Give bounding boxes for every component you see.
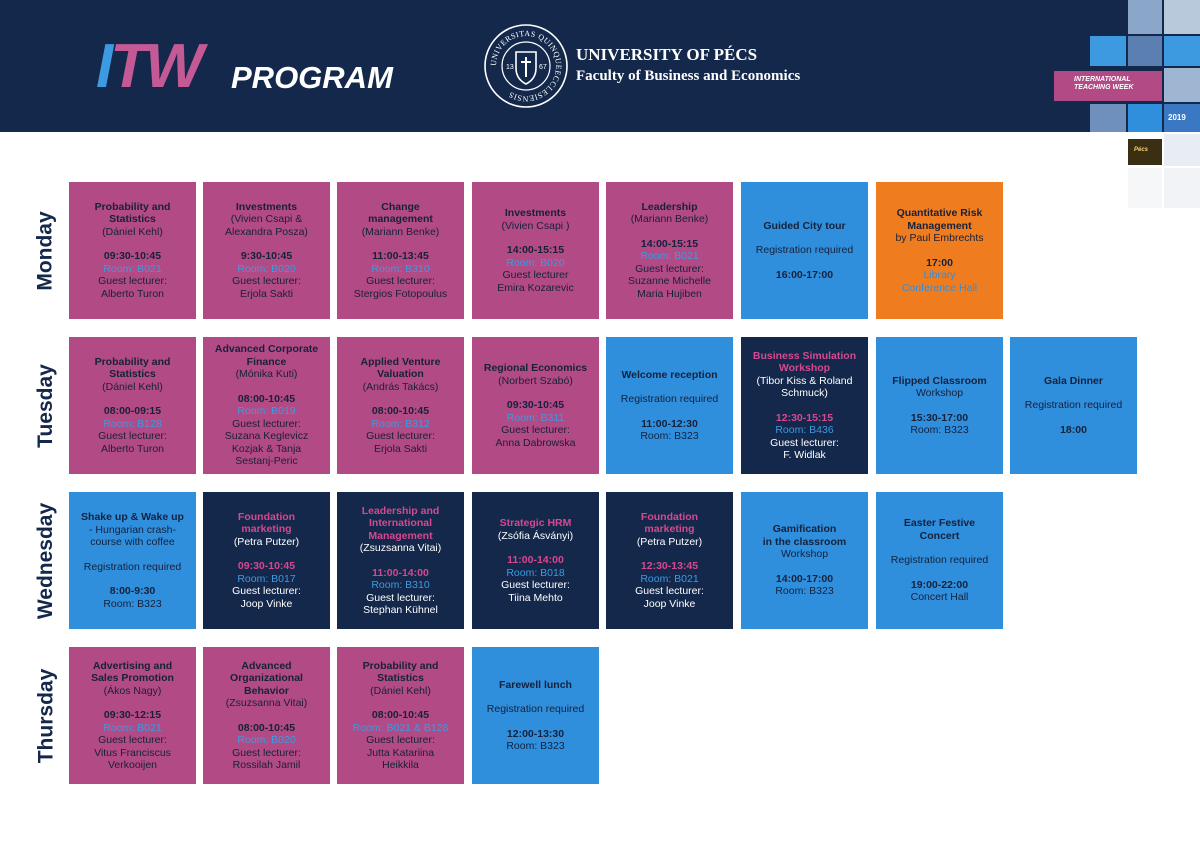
session-detail: (Petra Putzer)	[636, 535, 703, 548]
day-label-wednesday: Wednesday	[34, 502, 58, 619]
session-title: Concert	[919, 529, 960, 542]
session-detail: Heikkila	[382, 759, 419, 771]
session-detail: Vitus Franciscus	[94, 746, 171, 759]
session-time: 09:30-10:45	[237, 560, 296, 573]
session-detail: (Dániel Kehl)	[102, 225, 163, 238]
session-detail: Guest lecturer:	[366, 430, 435, 443]
session-title: Management	[907, 219, 972, 232]
session-title: Investments	[504, 207, 567, 219]
session-title: Gamification	[772, 523, 837, 536]
session-title: Business Simulation	[752, 349, 857, 362]
session-detail: Erjola Sakti	[373, 442, 428, 455]
session-detail: (Zsuzsanna Vitai)	[359, 542, 442, 554]
day-label-tuesday: Tuesday	[34, 363, 57, 448]
session-detail: Registration required	[1024, 399, 1123, 412]
session-detail: (Zsuzsanna Vitai)	[225, 697, 308, 709]
session-detail: (Mónika Kuti)	[235, 368, 298, 381]
session-time: 16:00-17:00	[775, 268, 834, 281]
session-title: management	[368, 213, 433, 226]
session-time: 11:00-14:00	[507, 554, 564, 566]
program-title: PROGRAM	[231, 60, 393, 95]
session-detail: (Norbert Szabó)	[498, 374, 573, 387]
session-time: 15:30-17:00	[910, 411, 969, 424]
session-detail: Suzana Keglevicz	[224, 430, 309, 443]
session-detail: Joop Vinke	[643, 597, 696, 610]
session-detail: Guest lecturer:	[770, 436, 839, 449]
session-detail: (András Takács)	[362, 380, 439, 393]
session-title: Advanced	[241, 659, 292, 672]
session-title: Change	[381, 200, 420, 213]
session-card[interactable]	[203, 182, 330, 319]
session-detail: Stephan Kühnel	[363, 604, 438, 616]
session-detail: Room: B323	[775, 585, 834, 598]
session-title: Foundation	[237, 510, 296, 523]
session-detail: (Mariann Benke)	[630, 213, 709, 226]
session-time: 12:30-15:15	[775, 411, 834, 424]
session-detail: Tiina Mehto	[508, 591, 563, 604]
seal-number-right: 67	[539, 64, 547, 71]
seal-number-left: 13	[506, 64, 514, 71]
session-detail: Registration required	[755, 244, 854, 257]
session-title: Probability and	[94, 355, 171, 368]
session-title: Leadership	[641, 200, 698, 213]
session-room: Room: B128	[103, 417, 162, 430]
session-card[interactable]	[69, 182, 196, 319]
session-detail: - Hungarian crash-	[89, 523, 176, 536]
session-title: Organizational	[230, 672, 303, 684]
session-room: Library	[923, 269, 956, 281]
session-detail: Registration required	[890, 554, 989, 567]
session-room: Room: B310	[371, 579, 430, 591]
session-title: Finance	[246, 355, 287, 368]
day-label-thursday: Thursday	[34, 668, 57, 763]
session-time: 08:00-10:45	[371, 405, 430, 418]
session-detail: course with coffee	[90, 536, 175, 548]
session-card[interactable]	[337, 337, 464, 474]
session-title: International	[368, 517, 432, 529]
session-time: 19:00-22:00	[910, 578, 969, 591]
session-room: Room: B021 & B128	[352, 721, 449, 734]
session-title: Workshop	[778, 362, 831, 374]
session-detail: (Dániel Kehl)	[370, 684, 431, 697]
itw-logo: ITW	[96, 32, 201, 101]
session-title: Probability and	[362, 659, 439, 672]
session-room: Room: B019	[237, 405, 296, 418]
session-title: marketing	[644, 523, 695, 536]
session-detail: Guest lecturer:	[501, 424, 570, 436]
session-detail: Anna Dabrowska	[495, 436, 576, 449]
session-room: Conference Hall	[901, 281, 978, 294]
session-detail: Schmuck)	[781, 387, 828, 399]
session-card[interactable]	[69, 647, 196, 784]
session-detail: Kozjak & Tanja	[231, 442, 302, 455]
session-detail: Emira Kozarevic	[497, 281, 574, 294]
session-card[interactable]	[741, 492, 868, 629]
session-title: Foundation	[640, 510, 699, 523]
session-detail: (Vivien Csapi &	[230, 213, 303, 226]
session-title: Statistics	[377, 672, 424, 684]
session-detail: Joop Vinke	[240, 597, 293, 610]
session-time: 08:00-10:45	[237, 392, 296, 405]
seal-ring-text: UNIVERSITAS QUINQUEECCLESIENSIS	[488, 28, 564, 104]
session-card[interactable]	[337, 492, 464, 629]
session-time: 11:00-12:30	[641, 417, 698, 430]
session-detail: Alberto Turon	[100, 287, 165, 300]
session-title: Sales Promotion	[91, 672, 174, 684]
session-card[interactable]	[606, 182, 733, 319]
session-detail: (Ákos Nagy)	[103, 684, 162, 697]
session-detail: Guest lecturer:	[635, 262, 704, 275]
session-detail: Room: B323	[910, 424, 969, 436]
session-title: Management	[368, 529, 433, 542]
session-card[interactable]	[876, 337, 1003, 474]
session-detail: Guest lecturer:	[98, 734, 167, 746]
session-title: Statistics	[109, 368, 156, 381]
session-detail: Guest lecturer:	[232, 746, 301, 759]
session-title: in the classroom	[762, 535, 847, 548]
session-card[interactable]	[472, 337, 599, 474]
session-detail: Guest lecturer:	[366, 275, 435, 288]
session-time: 14:00-17:00	[775, 572, 834, 585]
session-card[interactable]	[337, 647, 464, 784]
session-room: Room: B017	[237, 572, 296, 585]
session-time: 14:00-15:15	[640, 237, 699, 250]
year-label: 2019	[1168, 113, 1186, 122]
session-detail: Workshop	[780, 548, 829, 561]
session-time: 09:30-10:45	[103, 250, 162, 263]
page-header	[0, 0, 1200, 132]
session-detail: Registration required	[486, 703, 585, 715]
session-title: Shake up & Wake up	[81, 511, 184, 523]
session-card[interactable]	[472, 647, 599, 784]
session-time: 17:00	[926, 256, 953, 269]
session-card[interactable]	[472, 182, 599, 319]
session-room: Room: B310	[371, 262, 430, 275]
university-seal-icon	[484, 24, 568, 108]
session-time: 14:00-15:15	[506, 244, 565, 256]
session-room: Room: B311	[506, 411, 565, 424]
session-title: Gala Dinner	[1044, 374, 1103, 387]
session-card[interactable]	[606, 492, 733, 629]
session-title: Welcome reception	[621, 368, 718, 381]
session-title: Advanced Corporate	[214, 343, 319, 356]
session-detail: Rossilah Jamil	[232, 759, 301, 771]
session-room: Room: B020	[237, 734, 296, 746]
session-detail: Guest lecturer:	[232, 417, 301, 430]
city-label: Pécs	[1134, 147, 1149, 153]
session-detail: (Vivien Csapi )	[501, 219, 570, 232]
session-time: 08:00-10:45	[237, 721, 296, 734]
session-card[interactable]	[69, 492, 196, 629]
session-title: Applied Venture	[360, 355, 441, 368]
session-detail: Guest lecturer:	[501, 579, 570, 591]
session-card[interactable]	[741, 337, 868, 474]
session-detail: Guest lecturer	[502, 269, 569, 281]
session-room: Room: B018	[506, 566, 565, 579]
session-title: Farewell lunch	[499, 678, 572, 691]
session-detail: Sestanj-Peric	[235, 455, 298, 468]
session-time: 9:30-10:45	[240, 250, 293, 263]
session-time: 08:00-10:45	[371, 709, 430, 721]
session-room: Room: B021	[640, 250, 699, 263]
session-detail: Guest lecturer:	[635, 585, 704, 598]
session-time: 12:30-13:45	[640, 560, 699, 573]
session-detail: (Zsófia Ásványi)	[497, 529, 574, 542]
session-detail: (Tibor Kiss & Roland	[756, 374, 853, 387]
session-title: Easter Festive	[903, 517, 976, 530]
session-detail: (Petra Putzer)	[233, 535, 300, 548]
session-title: Leadership and	[361, 504, 440, 517]
faculty-name: Faculty of Business and Economics	[576, 68, 801, 84]
session-time: 08:00-09:15	[103, 405, 162, 418]
session-detail: Concert Hall	[910, 591, 969, 604]
university-name: UNIVERSITY OF PÉCS	[576, 45, 758, 64]
session-card[interactable]	[203, 337, 330, 474]
session-detail: F. Widlak	[783, 449, 826, 461]
session-detail: Maria Hujiben	[637, 287, 702, 300]
day-label-monday: Monday	[34, 210, 57, 291]
session-title: Valuation	[377, 368, 424, 381]
session-title: Behavior	[244, 684, 289, 697]
session-title: Flipped Classroom	[892, 374, 987, 387]
session-room: Room: B020	[506, 256, 565, 269]
session-title: Strategic HRM	[499, 517, 572, 529]
session-time: 18:00	[1060, 423, 1087, 436]
session-card[interactable]	[472, 492, 599, 629]
session-title: Statistics	[109, 213, 156, 226]
session-detail: Alberto Turon	[100, 442, 165, 455]
session-title: marketing	[241, 523, 292, 536]
session-detail: Workshop	[915, 387, 964, 399]
header-photo-mosaic	[1086, 0, 1200, 210]
session-card[interactable]	[876, 182, 1003, 319]
session-detail: Alexandra Posza)	[225, 225, 308, 238]
session-detail: Guest lecturer:	[366, 591, 435, 604]
session-title: Regional Economics	[483, 362, 588, 374]
session-time: 11:00-13:45	[372, 250, 429, 263]
session-detail: Room: B323	[640, 430, 699, 442]
session-detail: Suzanne Michelle	[628, 275, 711, 288]
session-detail: Verkooijen	[107, 759, 158, 771]
session-detail: Guest lecturer:	[366, 734, 435, 746]
session-card[interactable]	[1010, 337, 1137, 474]
international-teaching-week-badge: INTERNATIONAL TEACHING WEEK	[1054, 71, 1162, 101]
session-detail: Erjola Sakti	[239, 287, 294, 300]
session-title: Guided City tour	[763, 219, 846, 232]
session-time: 8:00-9:30	[109, 585, 156, 597]
session-title: Advertising and	[92, 659, 173, 672]
session-room: Room: B021	[640, 572, 699, 585]
session-detail: Jutta Katariina	[366, 746, 435, 759]
session-detail: (Mariann Benke)	[361, 225, 440, 238]
session-detail: Registration required	[83, 560, 182, 573]
session-card[interactable]	[741, 182, 868, 319]
session-title: Quantitative Risk	[896, 207, 983, 219]
session-room: Room: B436	[775, 424, 834, 436]
session-room: Room: B020	[237, 262, 296, 275]
session-room: Room: B021	[103, 262, 162, 275]
session-detail: Room: B323	[103, 597, 162, 610]
session-detail: Registration required	[620, 393, 719, 405]
session-card[interactable]	[203, 492, 330, 629]
session-time: 09:30-12:15	[103, 709, 162, 721]
session-room: Room: B021	[103, 721, 162, 734]
session-title: Probability and	[94, 200, 171, 213]
session-card[interactable]	[606, 337, 733, 474]
session-room: Room: B312	[371, 417, 430, 430]
session-card[interactable]	[337, 182, 464, 319]
session-detail: Stergios Fotopoulus	[353, 287, 448, 300]
session-detail: by Paul Embrechts	[895, 232, 984, 244]
session-detail: Guest lecturer:	[232, 275, 301, 288]
session-detail: Guest lecturer:	[98, 430, 167, 443]
session-detail: Guest lecturer:	[98, 275, 167, 288]
session-detail: (Dániel Kehl)	[102, 380, 163, 393]
session-detail: Room: B323	[506, 740, 565, 752]
session-title: Investments	[235, 200, 298, 213]
session-detail: Guest lecturer:	[232, 585, 301, 598]
session-time: 11:00-14:00	[372, 566, 429, 579]
session-card[interactable]	[203, 647, 330, 784]
session-card[interactable]	[69, 337, 196, 474]
session-card[interactable]	[876, 492, 1003, 629]
session-time: 09:30-10:45	[506, 399, 565, 411]
session-time: 12:00-13:30	[506, 727, 565, 740]
